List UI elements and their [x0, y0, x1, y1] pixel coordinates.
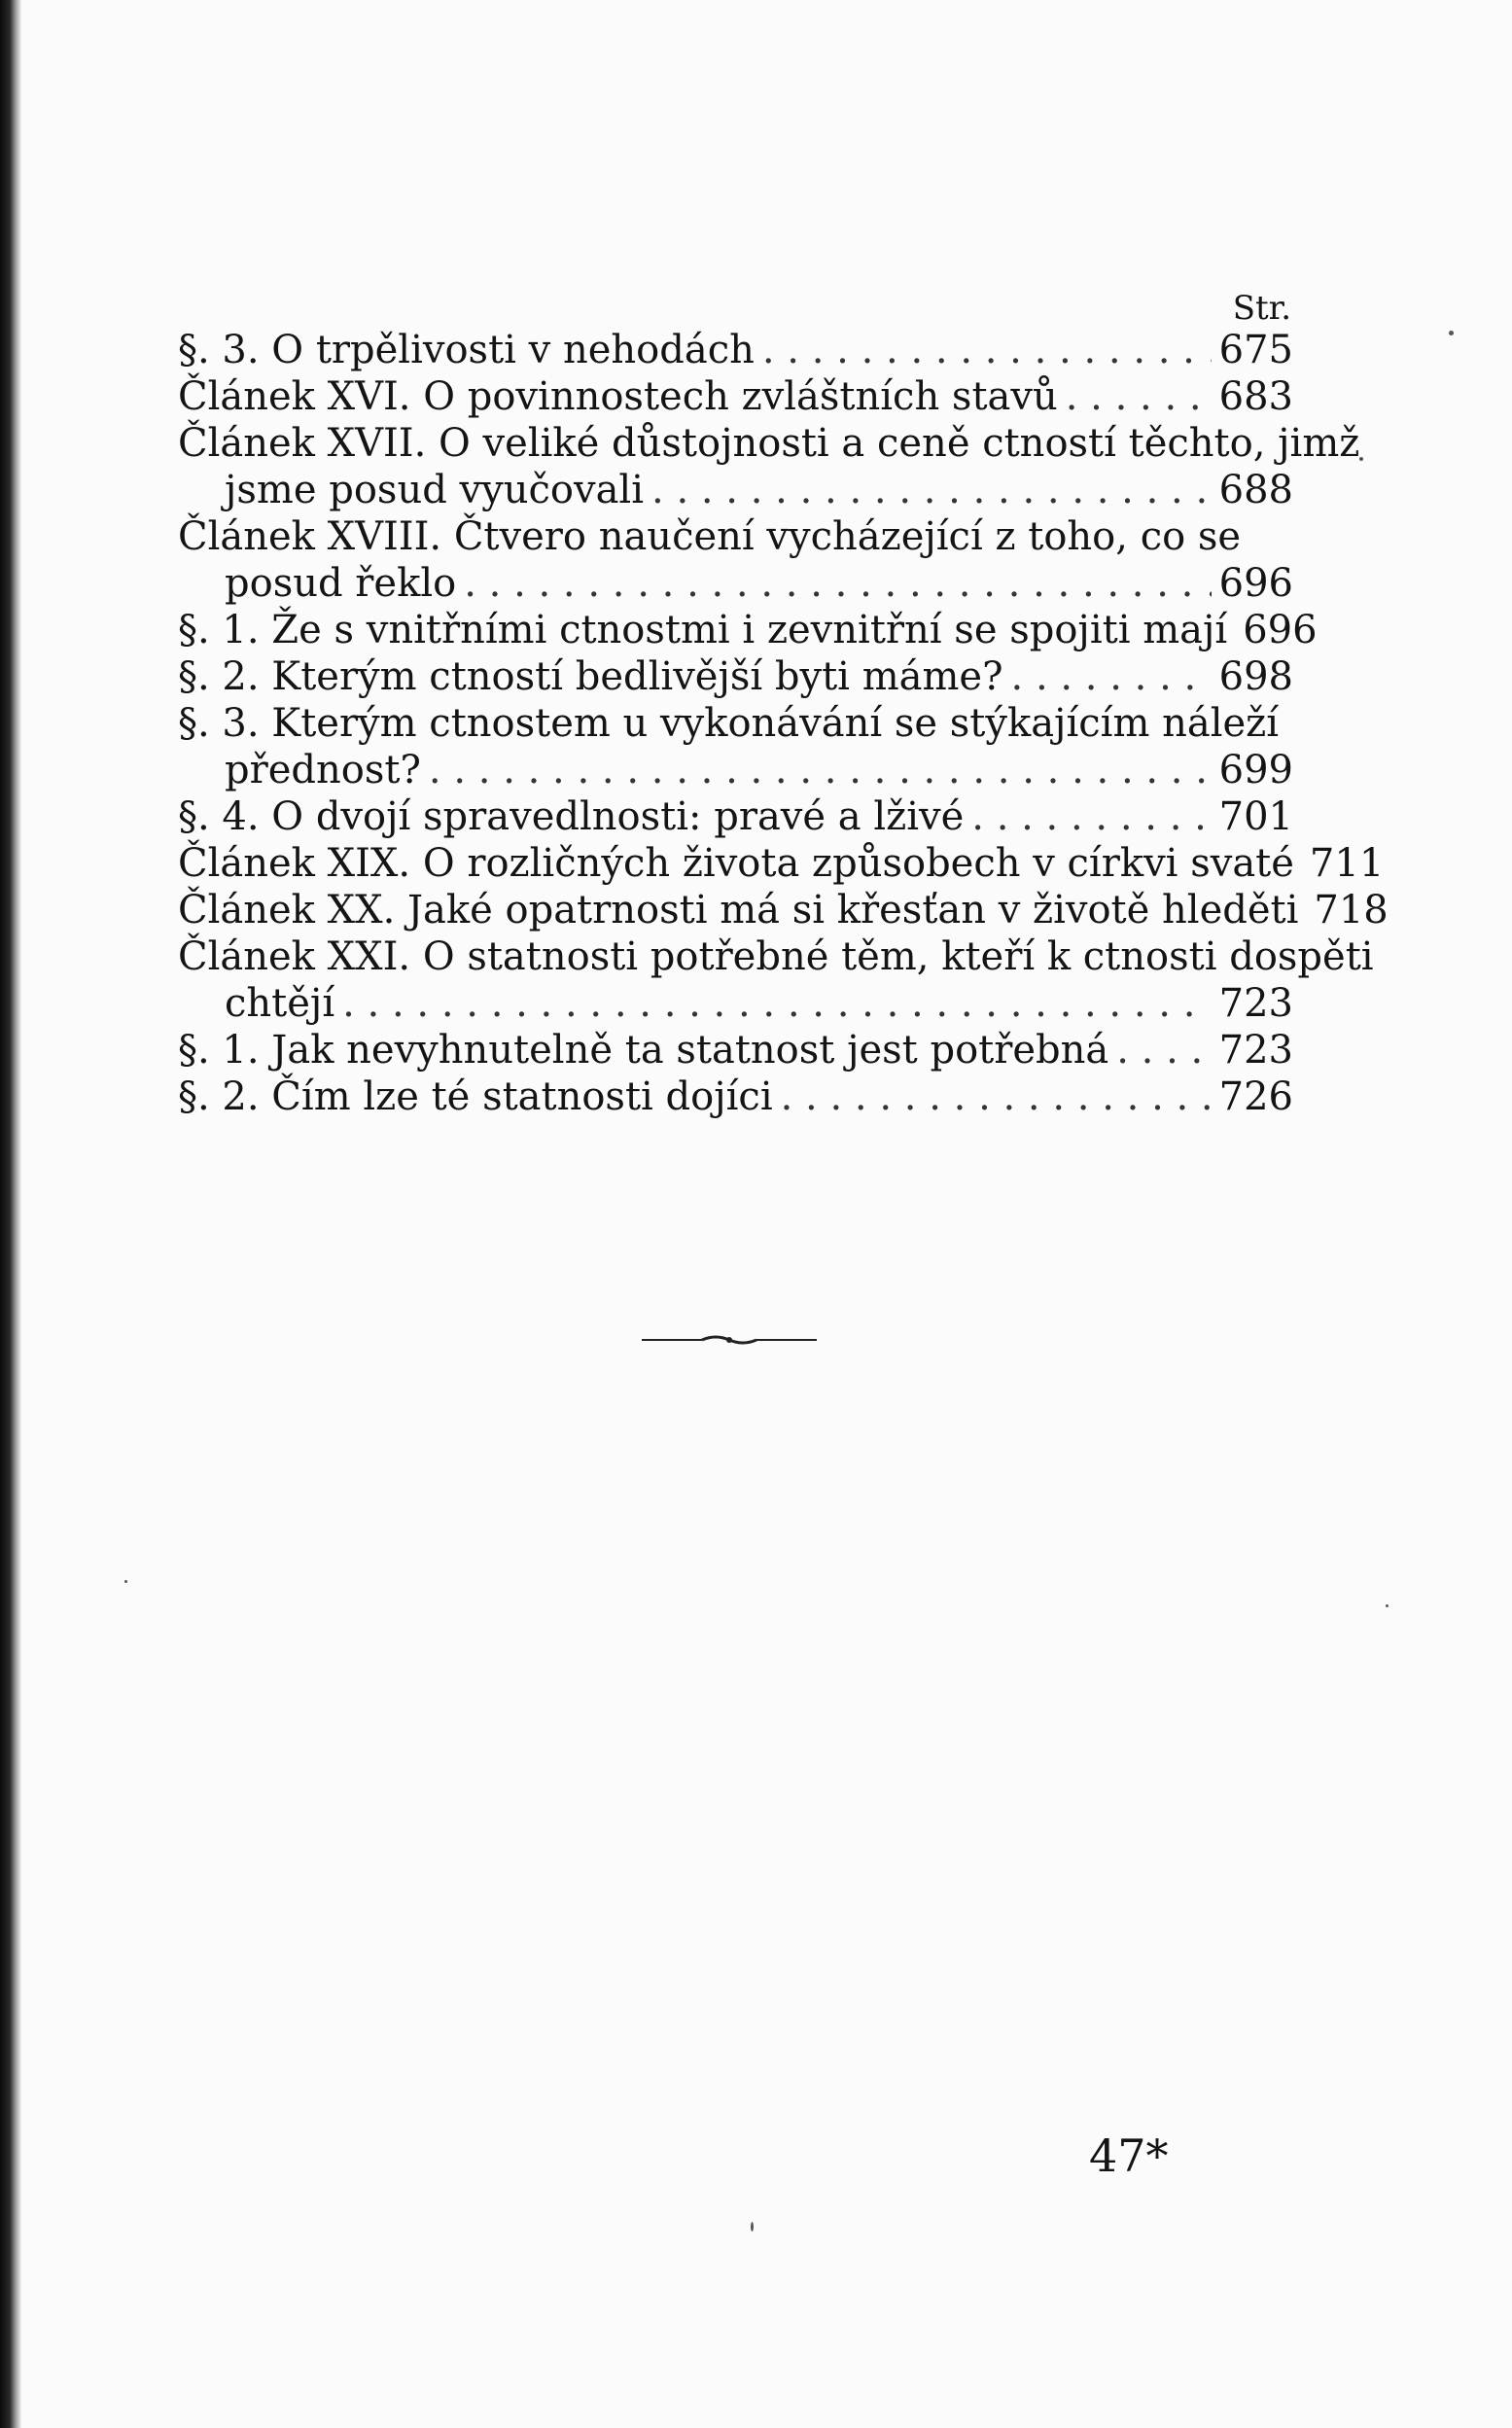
- dot-leader: [1116, 1027, 1211, 1073]
- paper-speck: [1359, 457, 1363, 461]
- toc-entry: [178, 840, 1385, 887]
- toc-entry-page: 675: [1218, 328, 1293, 372]
- dot-leader: [762, 327, 1212, 373]
- toc-entry-page: 726: [1218, 1074, 1293, 1119]
- toc-entry-page: 699: [1218, 748, 1293, 792]
- toc-entry: [178, 607, 1318, 653]
- toc-entry: [178, 933, 1374, 1027]
- toc-entry-title: §. 1. Jak nevyhnutelně ta statnost jest potřebná: [178, 1028, 1109, 1073]
- toc-entry-page: 688: [1218, 468, 1293, 512]
- toc-entry-page: 683: [1218, 374, 1293, 419]
- toc-entry-title: Článek XXI. O statnosti potřebné těm, kteří k ctnosti dospěti: [178, 934, 1374, 979]
- toc-entry: [178, 1027, 1293, 1073]
- toc-entry-title-cont: posud řeklo: [225, 561, 457, 606]
- toc-entry-title: §. 2. Kterým ctností bedlivější byti máme?: [178, 654, 1003, 699]
- dot-leader: [342, 980, 1212, 1027]
- dot-leader: [1011, 653, 1212, 700]
- binding-shadow: [0, 0, 21, 2428]
- toc-entry-page: 718: [1314, 888, 1389, 932]
- toc-entry-title: Článek XX. Jaké opatrnosti má si křesťan v životě hleděti: [178, 888, 1299, 932]
- toc-entry: [178, 700, 1293, 793]
- dot-leader: [429, 747, 1212, 793]
- dot-leader: [1066, 373, 1212, 420]
- toc-entry-page: 723: [1218, 1028, 1293, 1073]
- toc-entry: [178, 653, 1293, 700]
- toc-entry-page: 696: [1243, 608, 1318, 652]
- toc-entry-title-cont: jsme posud vyučovali: [225, 468, 645, 512]
- dot-leader: [651, 467, 1212, 513]
- toc-entry-title: Článek XVI. O povinnostech zvláštních stavů: [178, 374, 1058, 419]
- toc-entry-title: Článek XIX. O rozličných života způsobech v církvi svaté: [178, 841, 1294, 886]
- paper-speck: [1449, 331, 1454, 335]
- paper-speck: [1386, 1604, 1389, 1607]
- table-of-contents: [178, 289, 1389, 1120]
- toc-entry-title: §. 3. Kterým ctnostem u vykonávání se stýkajícím náleží: [178, 701, 1280, 746]
- toc-entry-title: §. 4. O dvojí spravedlnosti: pravé a lživé: [178, 794, 965, 839]
- toc-entry: [178, 513, 1293, 607]
- toc-entry-title: Článek XVIII. Čtvero naučení vycházející z toho, co se: [178, 514, 1242, 559]
- toc-entry-title-cont: chtějí: [225, 981, 335, 1026]
- signature-mark: 47*: [1089, 2129, 1169, 2182]
- toc-entry-title: §. 3. O trpělivosti v nehodách: [178, 328, 755, 372]
- paper-speck: [124, 1580, 127, 1583]
- toc-entry-page: 698: [1218, 654, 1293, 699]
- toc-entry-page: 701: [1218, 794, 1293, 839]
- toc-entry-page: 696: [1218, 561, 1293, 606]
- toc-entry-title: Článek XVII. O veliké důstojnosti a ceně ctností těchto, jimž: [178, 421, 1360, 466]
- toc-entry: [178, 327, 1293, 373]
- page-column-header: Str.: [1232, 289, 1291, 328]
- dot-leader: [464, 560, 1211, 607]
- decorative-rule-ornament: [642, 1334, 817, 1346]
- toc-entry: [178, 793, 1293, 840]
- toc-entry-title: §. 1. Že s vnitřními ctnostmi i zevnitřní se spojiti mají: [178, 608, 1228, 652]
- toc-entry-title-cont: přednost?: [225, 748, 421, 792]
- toc-entry-title: §. 2. Čím lze té statnosti dojíci: [178, 1074, 773, 1119]
- toc-entry: [178, 373, 1293, 420]
- dot-leader: [971, 793, 1211, 840]
- toc-entry-page: 723: [1218, 981, 1293, 1026]
- toc-entry: [178, 1073, 1293, 1120]
- toc-entry-page: 711: [1309, 841, 1385, 886]
- toc-entry: [178, 420, 1360, 513]
- toc-entry: [178, 887, 1389, 933]
- paper-speck: [751, 2222, 754, 2232]
- dot-leader: [781, 1073, 1212, 1120]
